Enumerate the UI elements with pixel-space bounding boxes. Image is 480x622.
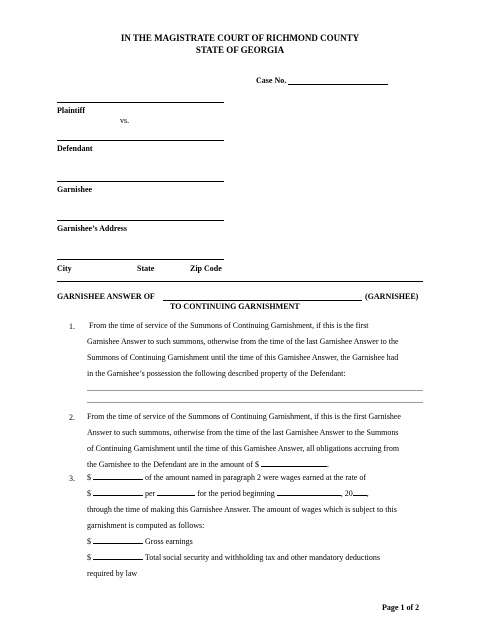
- plaintiff-label: Plaintiff: [57, 106, 85, 115]
- p3-number: 3.: [69, 474, 75, 483]
- p1-line-4: in the Garnishee’s possession the following described property of the Defendant:: [87, 369, 346, 378]
- defendant-label: Defendant: [57, 144, 93, 153]
- p2-amount-field[interactable]: [261, 459, 327, 467]
- garnishee-name-field[interactable]: [163, 300, 362, 301]
- p3-line-3: through the time of making this Garnishee Answer. The amount of wages which is subject to this: [87, 505, 397, 514]
- p3-dollar: $: [87, 473, 91, 482]
- p3-year-field[interactable]: [353, 488, 367, 496]
- p2-number: 2.: [69, 413, 75, 422]
- p3-per: per: [145, 489, 156, 498]
- p3-rate-field[interactable]: [93, 488, 143, 496]
- p2-line-2: Answer to such summons, otherwise from the time of the last Garnishee Answer to the Summons: [87, 428, 399, 437]
- p2-amount-text: the Garnishee to the Defendant are in the amount of $: [87, 460, 259, 469]
- defendant-field[interactable]: [57, 140, 224, 141]
- p3-wages-amount-field[interactable]: [93, 472, 143, 480]
- p1-line-3: Summons of Continuing Garnishment until the time of this Garnishee Answer, the Garnishee had: [87, 353, 399, 362]
- p2-period: .: [326, 460, 329, 469]
- state-title: STATE OF GEORGIA: [195, 45, 285, 55]
- p3-dollar-rate: $: [87, 489, 91, 498]
- deductions-field[interactable]: [93, 552, 143, 560]
- p3-gross-dollar: $: [87, 537, 91, 546]
- answer-title-prefix: GARNISHEE ANSWER OF: [57, 292, 155, 301]
- p2-line-1: From the time of service of the Summons of Continuing Garnishment, if this is the first Garnishee: [87, 412, 401, 421]
- p1-number: 1.: [69, 322, 75, 331]
- case-no-label: Case No.: [256, 76, 287, 85]
- p3-deductions-dollar: $: [87, 553, 91, 562]
- p3-deductions-line: [87, 550, 380, 566]
- gross-earnings-label: Gross earnings: [145, 537, 193, 546]
- garnishee-field[interactable]: [57, 181, 224, 182]
- p3-period-start-field[interactable]: [277, 488, 341, 496]
- p1-line-2: Garnishee Answer to such summons, otherwise from the time of the last Garnishee Answer to the: [87, 337, 399, 346]
- property-line-1[interactable]: [87, 390, 423, 391]
- garnishee-address-label: Garnishee’s Address: [57, 224, 128, 233]
- p3-line-1-text: of the amount named in paragraph 2 were wages earned at the rate of: [145, 473, 367, 482]
- property-line-2[interactable]: [87, 402, 423, 403]
- p3-year-prefix: , 20: [340, 489, 353, 498]
- answer-title-suffix: (GARNISHEE): [365, 292, 419, 301]
- city-label: City: [57, 264, 72, 273]
- case-no-field[interactable]: [288, 84, 388, 85]
- p3-period-text: for the period beginning: [197, 489, 275, 498]
- p1-line-1: From the time of service of the Summons of Continuing Garnishment, if this is the first: [89, 321, 369, 330]
- city-state-zip-field[interactable]: [57, 259, 224, 260]
- section-divider: [57, 281, 423, 282]
- p2-line-3: of Continuing Garnishment until the time of this Garnishee Answer, all obligations accruing from: [87, 444, 400, 453]
- p3-per-field[interactable]: [157, 488, 195, 496]
- garnishee-address-field[interactable]: [57, 220, 224, 221]
- answer-subtitle: TO CONTINUING GARNISHMENT: [170, 302, 300, 311]
- plaintiff-field[interactable]: [57, 102, 224, 103]
- vs-label: vs.: [120, 116, 130, 125]
- p3-line-2-end: ,: [366, 489, 369, 498]
- state-label: State: [137, 264, 155, 273]
- zip-label: Zip Code: [190, 264, 222, 273]
- p3-line-2: [87, 486, 369, 502]
- p3-gross-line: [87, 534, 193, 550]
- page-number: Page 1 of 2: [382, 603, 420, 612]
- p3-line-1: [87, 470, 366, 486]
- deductions-label: Total social security and withholding tax and other mandatory deductions: [144, 553, 381, 562]
- garnishee-label: Garnishee: [57, 185, 93, 194]
- p3-line-4: garnishment is computed as follows:: [87, 521, 205, 530]
- gross-earnings-field[interactable]: [93, 536, 143, 544]
- p3-required-line: required by law: [87, 569, 138, 578]
- court-title: IN THE MAGISTRATE COURT OF RICHMOND COUNTY: [120, 33, 360, 43]
